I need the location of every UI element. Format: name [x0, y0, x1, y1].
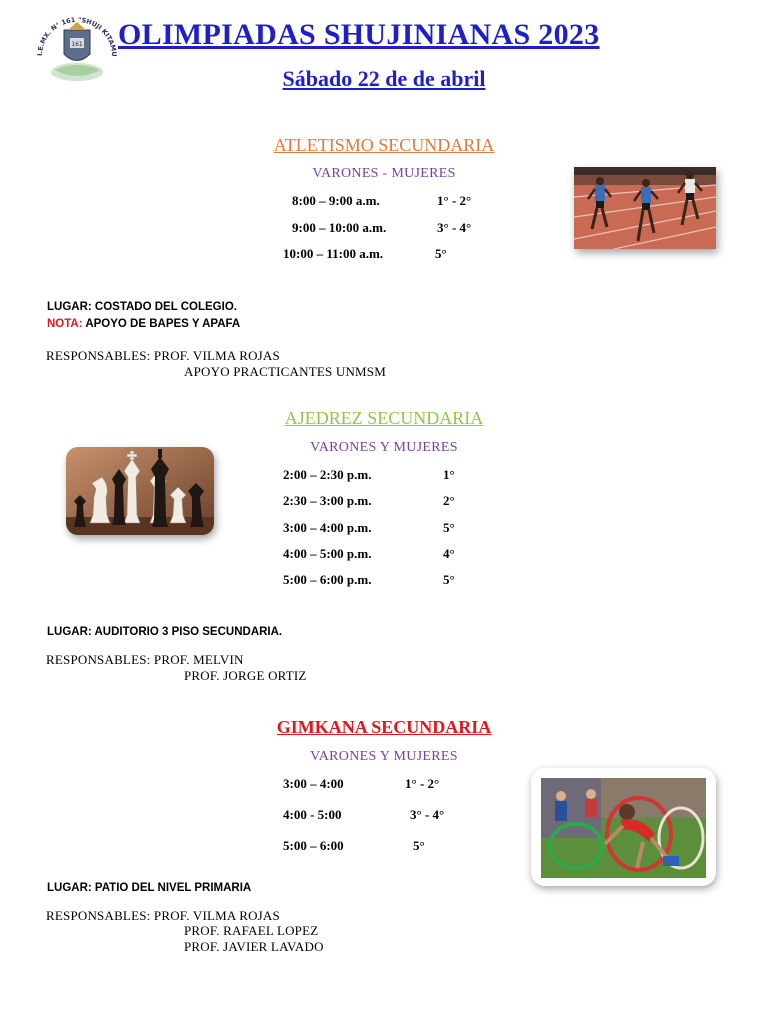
gimkana-responsables: RESPONSABLES: PROF. VILMA ROJAS [46, 908, 280, 923]
atletismo-nota [47, 318, 240, 330]
schedule-grade: 3° - 4° [437, 220, 472, 235]
schedule-grade: 1° - 2° [405, 776, 440, 791]
schedule-grade: 4° [443, 546, 455, 561]
schedule-grade: 1° [443, 467, 455, 482]
nota-label: NOTA: [47, 318, 83, 330]
schedule-time: 9:00 – 10:00 a.m. [292, 220, 387, 235]
schedule-grade: 5° [413, 838, 425, 853]
gimkana-lugar: LUGAR: PATIO DEL NIVEL PRIMARIA [47, 882, 252, 894]
schedule-time: 3:00 – 4:00 [283, 776, 344, 791]
nota-text: APOYO DE BAPES Y APAFA [82, 318, 241, 330]
schedule-time: 4:00 – 5:00 p.m. [283, 546, 372, 561]
schedule-grade: 5° [435, 246, 447, 261]
atletismo-photo [574, 167, 716, 249]
ajedrez-subtitle: VARONES Y MUJERES [310, 440, 458, 455]
schedule-time: 5:00 – 6:00 p.m. [283, 572, 372, 587]
schedule-grade: 5° [443, 572, 455, 587]
atletismo-lugar: LUGAR: COSTADO DEL COLEGIO. [47, 301, 237, 313]
gimkana-photo [531, 768, 716, 886]
gimkana-subtitle: VARONES Y MUJERES [310, 749, 458, 764]
ajedrez-responsables: RESPONSABLES: PROF. MELVIN [46, 652, 244, 667]
schedule-grade: 3° - 4° [410, 807, 445, 822]
ajedrez-lugar: LUGAR: AUDITORIO 3 PISO SECUNDARIA. [47, 626, 283, 638]
gimkana-responsable-extra: PROF. JAVIER LAVADO [184, 939, 324, 954]
page-title: OLIMPIADAS SHUJINIANAS 2023 [118, 18, 600, 51]
schedule-time: 4:00 - 5:00 [283, 807, 342, 822]
schedule-grade: 1° - 2° [437, 193, 472, 208]
ajedrez-photo [66, 447, 214, 535]
schedule-time: 2:00 – 2:30 p.m. [283, 467, 372, 482]
ajedrez-responsable-extra: PROF. JORGE ORTIZ [184, 668, 307, 683]
schedule-time: 10:00 – 11:00 a.m. [283, 246, 384, 261]
schedule-time: 8:00 – 9:00 a.m. [292, 193, 380, 208]
svg-text:161: 161 [71, 41, 83, 48]
atletismo-title: ATLETISMO SECUNDARIA [273, 135, 495, 155]
atletismo-responsable-extra: APOYO PRACTICANTES UNMSM [184, 364, 386, 379]
ajedrez-title: AJEDREZ SECUNDARIA [284, 408, 484, 428]
schedule-time: 2:30 – 3:00 p.m. [283, 493, 372, 508]
atletismo-responsables: RESPONSABLES: PROF. VILMA ROJAS [46, 348, 280, 363]
atletismo-subtitle: VARONES - MUJERES [312, 166, 456, 181]
schedule-time: 5:00 – 6:00 [283, 838, 344, 853]
gimkana-responsable-extra: PROF. RAFAEL LOPEZ [184, 923, 319, 938]
schedule-grade: 5° [443, 520, 455, 535]
gimkana-title: GIMKANA SECUNDARIA [276, 717, 492, 737]
schedule-grade: 2° [443, 493, 455, 508]
svg-text:I.E.MX. N° 161 "SHUJI KITAMURA: I.E.MX. N° 161 "SHUJI KITAMU [35, 15, 119, 57]
schedule-time: 3:00 – 4:00 p.m. [283, 520, 372, 535]
event-date: Sábado 22 de de abril [282, 66, 486, 91]
